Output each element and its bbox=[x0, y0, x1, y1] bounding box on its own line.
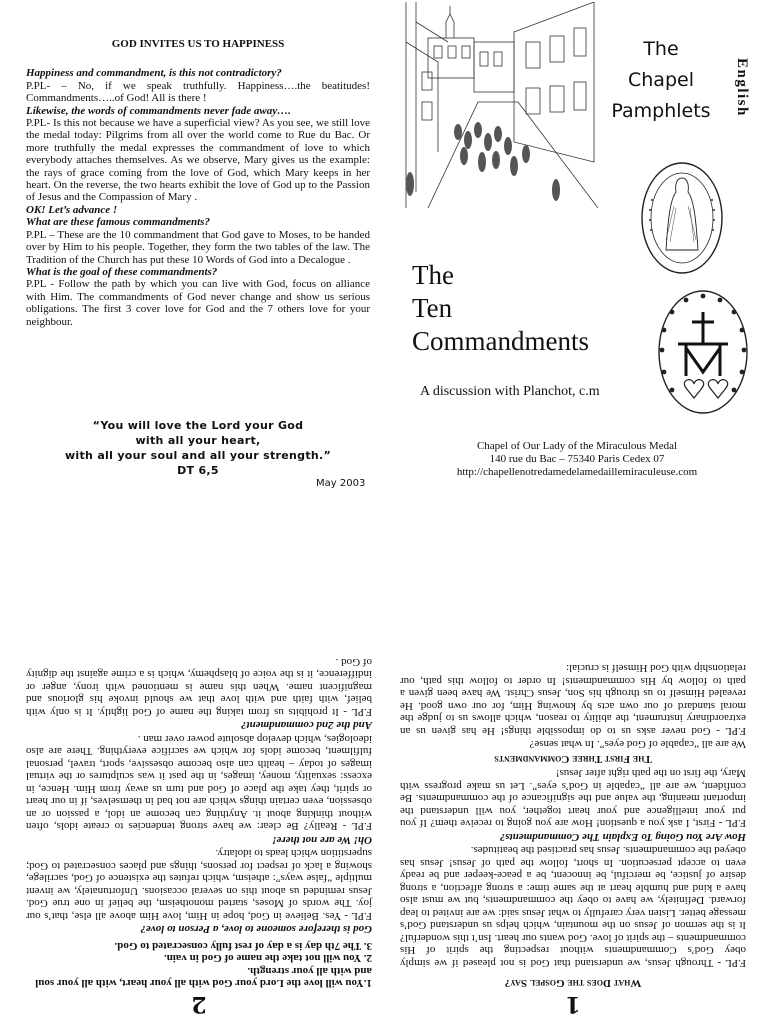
question-line: Oh! We are not there! bbox=[272, 834, 372, 846]
publication-date: May 2003 bbox=[316, 478, 366, 489]
chapel-street: 140 rue du Bac – 75340 Paris Cedex 07 bbox=[489, 453, 665, 465]
answer-paragraph: F.PL - It prohibits us from taking the name of God lightly. It is only with belief, with faith and with love that we should invoke his glorious and magnificent name. When this name is mentioned with irony, anger or indifference, it is the voice of blasphemy, which is a crime against the dignity of God . bbox=[26, 656, 372, 718]
answer-paragraph: F.PL - Through Jesus, we understand that God is not pleased if we simply obey God’s Commandments without respecting the spirit of His commandments – the spirit of love. God wants our heart. Isn’t this wonderful? It is the sermon of Jesus on the mountain, which helps us understand God’s message better. Listen very carefully to what Jesus said: we are invited to leap forward. Definitely, we have to obey the commandments, but we must also have a kind and humble heart at the same time: a strong affection, a strong desire of justice, be merciful, be innocent, be a peace-keeper and be ready even to accept persecution. In short, follow the path of Jesus! Jesus has obeyed the commandments. Jesus has practised the beatitudes. bbox=[400, 844, 746, 969]
question-line: OK! Let’s advance ! bbox=[26, 203, 118, 216]
answer-paragraph: P.PL- – No, if we speak truthfully. Happiness….the beatitudes! Commandments…..of God! All is there ! bbox=[26, 79, 370, 105]
question-line: What are these famous commandments? bbox=[26, 216, 210, 229]
chapel-address bbox=[412, 440, 742, 479]
question-line: And the 2nd commandment? bbox=[240, 719, 372, 732]
title-line: Ten bbox=[412, 293, 453, 323]
title-line: The bbox=[412, 260, 454, 290]
answer-paragraph: P.PL - Follow the path by which you can live with God, focus on alliance with Him. The commandments of God never change and show us serious obligations. The first 3 cover love for God and the 7 others love for your neighbour. bbox=[26, 278, 370, 328]
commandment-2: 2. You will not take the name of God in vain. bbox=[163, 952, 372, 965]
chapel-courtyard-illustration bbox=[398, 2, 598, 208]
intro-dialogue bbox=[26, 67, 370, 328]
scripture-quote bbox=[30, 418, 366, 478]
question-line: God is therefore someone to love, a Person to love? bbox=[140, 923, 372, 936]
page-two-panel bbox=[26, 508, 372, 1017]
quote-line: with all your soul and all your strength.” bbox=[64, 449, 332, 462]
section-heading: The First Three Commandments bbox=[494, 753, 652, 765]
answer-paragraph: We are all “capable of God eyes”. In what sense? bbox=[529, 738, 746, 751]
language-label bbox=[716, 40, 760, 117]
miraculous-medal-front-icon bbox=[640, 160, 724, 276]
question-line: What is the goal of these commandments? bbox=[26, 265, 218, 278]
commandment-3: 3. The 7th day is a day of rest fully consecrated to God. bbox=[114, 940, 372, 952]
chapel-website-link[interactable]: http://chapellenotredamedelamedaillemiraculeuse.com bbox=[456, 466, 698, 478]
question-line: Likewise, the words of commandments never fade away…. bbox=[26, 104, 291, 117]
page-one-dialogue-continued bbox=[400, 662, 746, 751]
quote-line: “You will love the Lord your God bbox=[92, 419, 304, 432]
commandment-1: 1.You will love the Lord your God with all your heart, with all your soul and with all your strength. bbox=[35, 965, 372, 990]
page-one-dialogue bbox=[400, 767, 746, 969]
answer-paragraph: P.PL- Is this not because we have a superficial view? As you see, we still love the medal today: Pilgrims from all over the world come to Rue du Bac. Or more truthfully the medal expresses the commandment of love to which everybody attaches themselves. As we observe, Mary gives us the example: the rays of grace coming from the love of God, which Mary keeps in her heart. On the reverse, the two hearts exhibit the love of God up to the Passion of Jesus and the Compassion of Mary . bbox=[26, 117, 370, 204]
miraculous-medal-reverse-icon bbox=[656, 288, 750, 416]
answer-paragraph: F.PL - Really? Be clear: we have strong tendencies to create idols, often without thinking about it. Anything can become an idol, a passion or an obsession, even certain things which are not bad in themselves, if in our heart or spirit, they take the place of God and turn us away from Him. Hence, in excess: sexuality, money, images, in the past it was sculptures or the virtual images of today – health can also become obsessive, sport, travel, personal fulfilment, become idols for which we sacrifice everything. There are also ideologies, which develop absolute power over man . bbox=[26, 733, 372, 833]
language-text: English bbox=[734, 58, 750, 117]
section-heading: What Does the Gospel Say? bbox=[504, 977, 642, 990]
page-two-dialogue bbox=[26, 656, 372, 936]
quote-line: with all your heart, bbox=[135, 434, 261, 447]
quote-reference: DT 6,5 bbox=[177, 464, 219, 477]
brand-line: Pamphlets bbox=[611, 100, 711, 122]
answer-paragraph: P.PL – These are the 10 commandment that God gave to Moses, to be handed over by Him to his people. Together, they form the two tables of the law. The Tradition of the Church has put these 10 Words of God into a Decalogue . bbox=[26, 228, 370, 266]
answer-paragraph: F.PL - Yes. Believe in God, hope in Him, love Him above all else, that’s our joy. The words of Moses, started monotheism, the belief in one true God. Jesus reminded us about this on several occasions. Unfortunately, we invent multiple “false ways”: atheism, which refutes the existence of God, sacrilege, showing a lack of respect for persons, things and places consecrated to God; superstition which leads to idolatry. bbox=[26, 847, 372, 922]
title-line: Commandments bbox=[412, 326, 589, 356]
chapel-name: Chapel of Our Lady of the Miraculous Medal bbox=[476, 440, 678, 452]
brand-line: The bbox=[643, 38, 679, 60]
question-line: Happiness and commandment, is this not contradictory? bbox=[26, 67, 282, 80]
series-brand bbox=[596, 34, 726, 127]
pamphlet-title bbox=[412, 259, 589, 358]
answer-paragraph: F.PL - God never asks us to do impossible things! He has given us an extraordinary instrument, the ability to reason, which allows us to judge the moral standard of our own acts by knowing Him, for our own good. He revealed Himself to us through his Son, Jesus Christ. We have been given a path to follow by His commandments! In order to follow this path, our relationship with God Himself is crucial: bbox=[400, 662, 746, 737]
intro-column bbox=[26, 38, 370, 328]
question-line: How Are You Going To Explain The Commandments? bbox=[499, 831, 746, 843]
page-one-panel bbox=[400, 508, 746, 1017]
page-number: 2 bbox=[191, 991, 207, 1017]
pamphlet-subtitle: A discussion with Planchot, c.m bbox=[420, 384, 600, 399]
page-number: 1 bbox=[565, 991, 581, 1017]
answer-paragraph: F.PL - First, I ask you a question! How are you going to receive them? If you put your intelligence and your heart together, you will understand the important meaning, the value and the significance of the commandments. Be confident, we are all “capable in God’s eyes”. Let us make progress with Mary, the first on the path right after Jesus! bbox=[400, 767, 746, 830]
intro-heading: GOD INVITES US TO HAPPINESS bbox=[111, 38, 285, 50]
brand-line: Chapel bbox=[628, 69, 694, 91]
